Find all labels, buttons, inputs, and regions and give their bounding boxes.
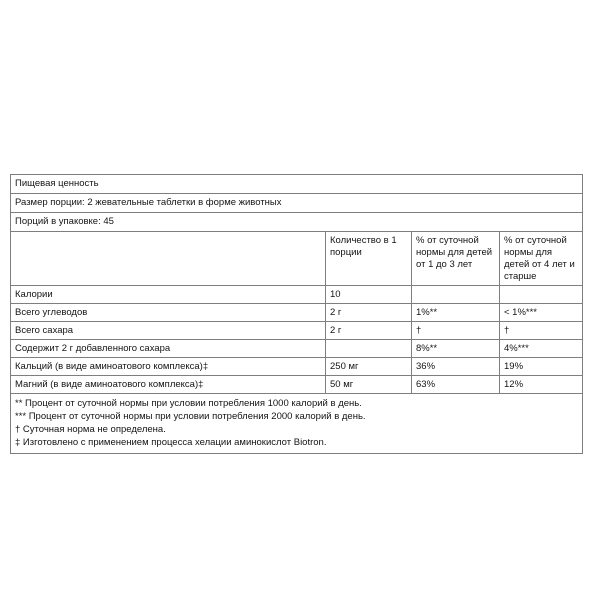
nutrient-amount: 10 <box>326 286 412 304</box>
nutrient-label: Магний (в виде аминоатового комплекса)‡ <box>11 376 326 394</box>
nutrient-label: Всего углеводов <box>11 304 326 322</box>
nutrient-dv-1-3: 8%** <box>412 340 500 358</box>
footnote-dv-not-established: † Суточная норма не определена. <box>15 424 166 435</box>
footnote-biotron-chelation: ‡ Изготовлено с применением процесса хелации аминокислот Biotron. <box>15 437 327 448</box>
nutrient-dv-4-plus: < 1%*** <box>500 304 583 322</box>
nutrient-amount <box>326 340 412 358</box>
table-row-added-sugars <box>11 340 583 358</box>
table-row-footnotes <box>11 394 583 454</box>
footnote-daily-value-2000: *** Процент от суточной нормы при условии потребления 2000 калорий в день. <box>15 411 366 422</box>
table-header-row <box>11 232 583 286</box>
nutrient-amount: 2 г <box>326 304 412 322</box>
table-row-servings-per-container <box>11 213 583 232</box>
table-row-total-carbs <box>11 304 583 322</box>
nutrient-amount: 2 г <box>326 322 412 340</box>
nutrient-label: Кальций (в виде аминоатового комплекса)‡ <box>11 358 326 376</box>
nutrient-dv-4-plus <box>500 286 583 304</box>
table-row-title <box>11 175 583 194</box>
table-row-calories <box>11 286 583 304</box>
table-row-magnesium <box>11 376 583 394</box>
nutrient-dv-1-3: 63% <box>412 376 500 394</box>
servings-per-container-text: Порций в упаковке: 45 <box>11 213 583 232</box>
table-title: Пищевая ценность <box>11 175 583 194</box>
column-header-dv-4-plus: % от суточной нормы для детей от 4 лет и старше <box>500 232 583 286</box>
nutrient-amount: 50 мг <box>326 376 412 394</box>
table-row-serving-size <box>11 194 583 213</box>
nutrient-dv-4-plus: 4%*** <box>500 340 583 358</box>
nutrient-amount: 250 мг <box>326 358 412 376</box>
nutrient-dv-4-plus: 19% <box>500 358 583 376</box>
nutrient-dv-1-3: 1%** <box>412 304 500 322</box>
nutrient-dv-4-plus: † <box>500 322 583 340</box>
table-row-calcium <box>11 358 583 376</box>
table-row-total-sugars <box>11 322 583 340</box>
nutrient-label: Калории <box>11 286 326 304</box>
serving-size-text: Размер порции: 2 жевательные таблетки в форме животных <box>11 194 583 213</box>
nutrient-label: Всего сахара <box>11 322 326 340</box>
nutrient-dv-1-3: 36% <box>412 358 500 376</box>
column-header-amount: Количество в 1 порции <box>326 232 412 286</box>
column-header-label <box>11 232 326 286</box>
footnotes-cell <box>11 394 583 454</box>
nutrient-dv-1-3 <box>412 286 500 304</box>
footnote-daily-value-1000: ** Процент от суточной нормы при условии потребления 1000 калорий в день. <box>15 398 362 409</box>
nutrient-label: Содержит 2 г добавленного сахара <box>11 340 326 358</box>
column-header-dv-1-3: % от суточной нормы для детей от 1 до 3 лет <box>412 232 500 286</box>
nutrition-facts-table <box>10 174 583 454</box>
nutrient-dv-4-plus: 12% <box>500 376 583 394</box>
nutrient-dv-1-3: † <box>412 322 500 340</box>
